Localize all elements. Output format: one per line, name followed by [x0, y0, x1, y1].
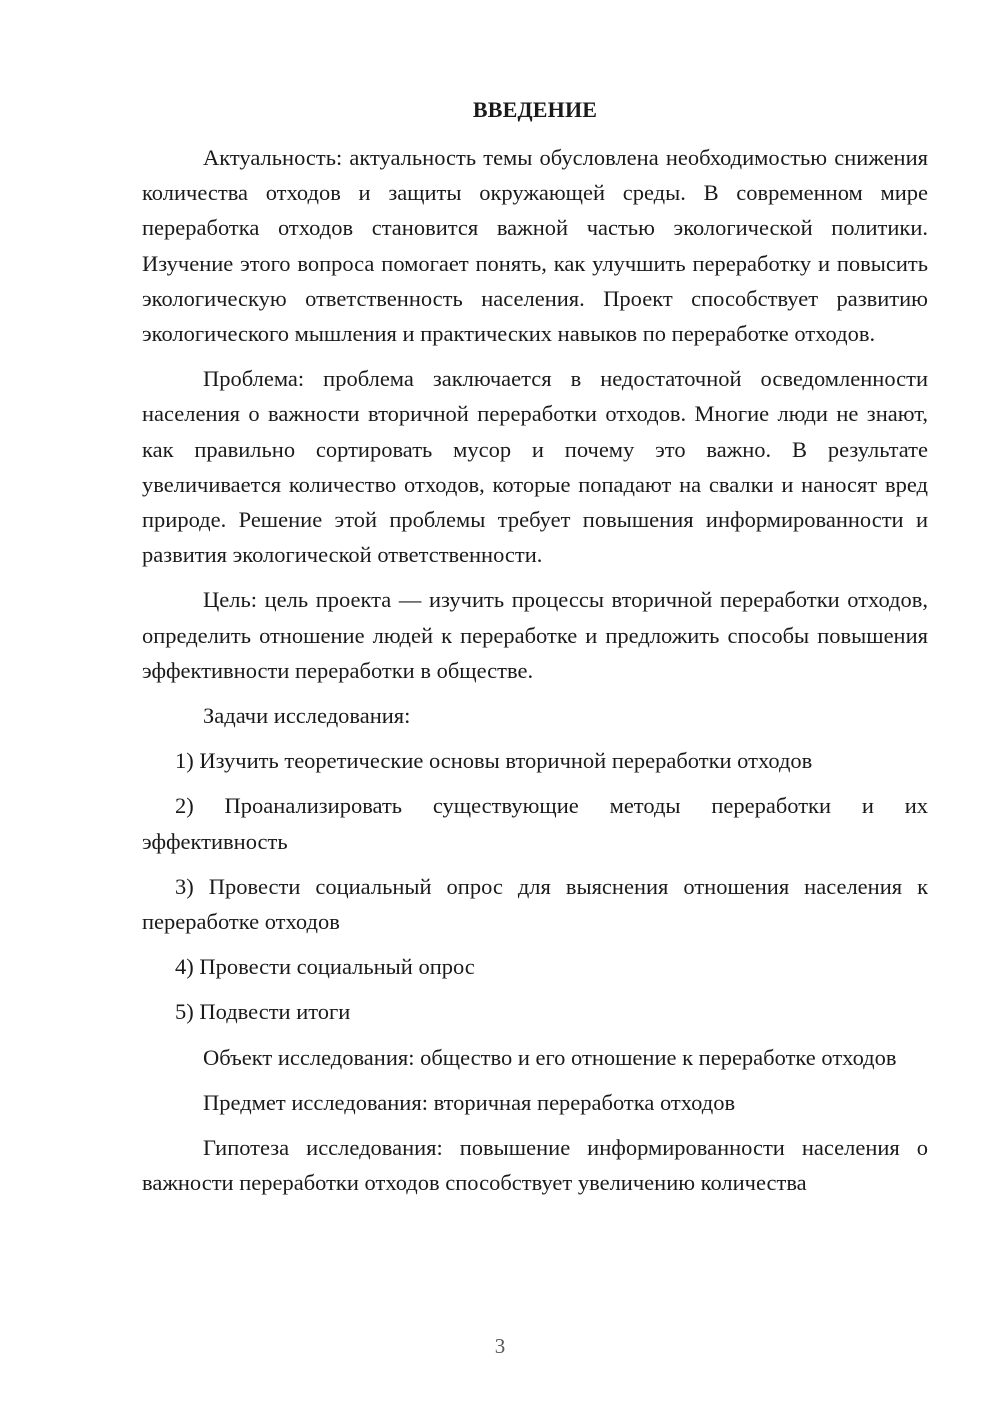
task-item: 4) Провести социальный опрос	[175, 954, 475, 980]
relevance-paragraph: Актуальность: актуальность темы обусловлена необходимостью снижения количества отходов и защиты окружающей среды. В современном мире переработка отходов становится важной частью экологической политики. Изучение этого вопроса помогает понять, как улучшить переработку и повысить экологическую ответственность населения. Проект способствует развитию экологического мышления и практических навыков по переработке отходов.	[142, 145, 928, 347]
section-title: ВВЕДЕНИЕ	[472, 97, 598, 122]
object-paragraph: Объект исследования: общество и его отношение к переработке отходов	[203, 1044, 897, 1070]
page-number: 3	[494, 1334, 506, 1358]
document-body	[142, 140, 928, 1200]
task-item: 5) Подвести итоги	[175, 999, 351, 1025]
subject-paragraph: Предмет исследования: вторичная переработка отходов	[203, 1089, 736, 1115]
problem-paragraph: Проблема: проблема заключается в недостаточной осведомленности населения о важности вторичной переработки отходов. Многие люди не знают, как правильно сортировать мусор и почему это важно. В результате увеличивается количество отходов, которые попадают на свалки и наносят вред природе. Решение этой проблемы требует повышения информированности и развития экологической ответственности.	[142, 366, 928, 568]
task-item: 3) Провести социальный опрос для выяснения отношения населения к переработке отходов	[142, 873, 928, 935]
task-item: 1) Изучить теоретические основы вторичной переработки отходов	[175, 748, 813, 774]
hypothesis-paragraph: Гипотеза исследования: повышение информированности населения о важности переработки отходов способствует увеличению количества	[142, 1135, 928, 1196]
tasks-heading: Задачи исследования:	[203, 703, 411, 729]
task-item: 2) Проанализировать существующие методы переработки и их эффективность	[142, 793, 928, 854]
goal-paragraph: Цель: цель проекта — изучить процессы вторичной переработки отходов, определить отношение людей к переработке и предложить способы повышения эффективности переработки в обществе.	[142, 587, 928, 683]
